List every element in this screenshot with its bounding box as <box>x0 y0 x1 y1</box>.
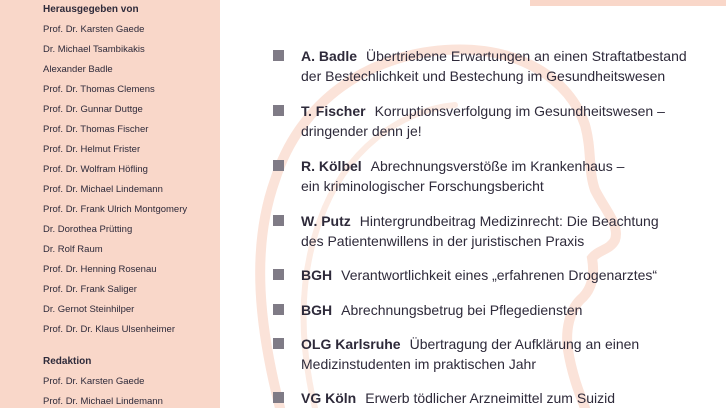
toc-author: OLG Karlsruhe <box>301 336 401 352</box>
toc-author: VG Köln <box>301 390 357 406</box>
square-bullet-icon <box>273 160 284 171</box>
editor-name: Prof. Dr. Frank Ulrich Montgomery <box>43 204 188 215</box>
toc-title: Hintergrundbeitrag Medizinrecht: Die Beachtung <box>359 213 659 229</box>
toc-title-continued: ein kriminologischer Forschungsbericht <box>301 178 544 194</box>
toc-title: Abrechnungsverstöße im Krankenhaus – <box>370 158 625 174</box>
square-bullet-icon <box>273 50 284 61</box>
toc-author: R. Kölbel <box>301 158 362 174</box>
toc-title: Erwerb tödlicher Arzneimittel zum Suizid <box>365 390 615 406</box>
editor-name: Prof. Dr. Karsten Gaede <box>43 24 145 35</box>
toc-title: Korruptionsverfolgung im Gesundheitswesen – <box>374 103 665 119</box>
redaktion-label: Redaktion <box>43 356 92 367</box>
editor-name: Prof. Dr. Thomas Fischer <box>43 124 149 135</box>
square-bullet-icon <box>273 392 284 403</box>
editor-name: Alexander Badle <box>43 64 113 75</box>
editor-name: Prof. Dr. Thomas Clemens <box>43 84 155 95</box>
square-bullet-icon <box>273 269 284 280</box>
toc-author: A. Badle <box>301 48 358 64</box>
redaktion-name: Prof. Dr. Karsten Gaede <box>43 376 145 387</box>
toc-title: Übertriebene Erwartungen an einen Straftatbestand <box>366 48 687 64</box>
editor-name: Dr. Dorothea Prütting <box>43 224 133 235</box>
toc-author: BGH <box>301 267 333 283</box>
square-bullet-icon <box>273 215 284 226</box>
editor-name: Prof. Dr. Henning Rosenau <box>43 264 157 275</box>
toc-title: Übertragung der Aufklärung an einen <box>409 336 640 352</box>
editor-name: Prof. Dr. Gunnar Duttge <box>43 104 143 115</box>
toc-title-continued: der Bestechlichkeit und Bestechung im Gesundheitswesen <box>301 68 666 84</box>
editor-name: Prof. Dr. Helmut Frister <box>43 144 141 155</box>
editor-name: Prof. Dr. Dr. Klaus Ulsenheimer <box>43 324 175 335</box>
toc-title-continued: dringender denn je! <box>301 123 422 139</box>
editors-label: Herausgegeben von <box>43 4 139 15</box>
square-bullet-icon <box>273 105 284 116</box>
toc-title-continued: des Patientenwillens in der juristischen Praxis <box>301 233 585 249</box>
editor-name: Prof. Dr. Frank Saliger <box>43 284 137 295</box>
editor-name: Prof. Dr. Michael Lindemann <box>43 184 163 195</box>
toc-author: T. Fischer <box>301 103 366 119</box>
square-bullet-icon <box>273 304 284 315</box>
toc-title-continued: Medizinstudenten im praktischen Jahr <box>301 356 537 372</box>
editor-name: Prof. Dr. Wolfram Höfling <box>43 164 148 175</box>
editor-name: Dr. Gernot Steinhilper <box>43 304 135 315</box>
toc-author: W. Putz <box>301 213 351 229</box>
square-bullet-icon <box>273 338 284 349</box>
redaktion-name: Prof. Dr. Michael Lindemann <box>43 396 163 407</box>
toc-author: BGH <box>301 302 333 318</box>
toc-title: Verantwortlichkeit eines „erfahrenen Drogenarztes“ <box>341 267 658 283</box>
editor-name: Dr. Michael Tsambikakis <box>43 44 145 55</box>
toc-title: Abrechnungsbetrug bei Pflegediensten <box>341 302 583 318</box>
masthead-sidebar <box>0 0 220 408</box>
editor-name: Dr. Rolf Raum <box>43 244 103 255</box>
